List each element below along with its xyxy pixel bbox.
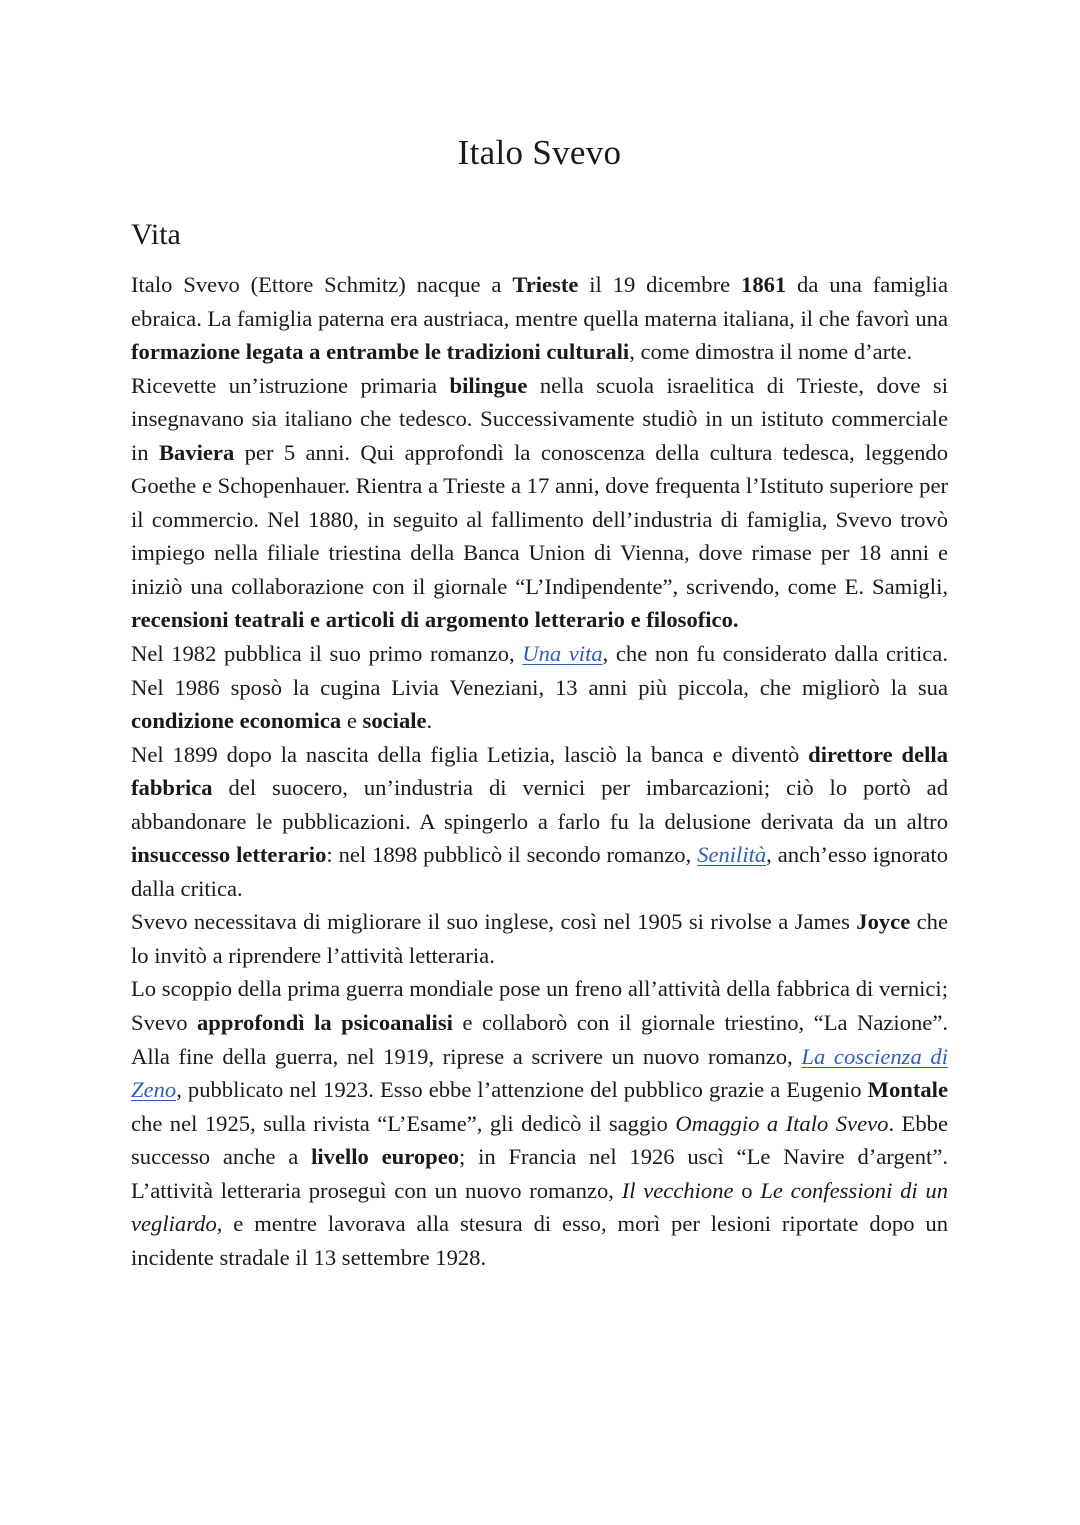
- text-run: e: [341, 708, 363, 734]
- bold-text: sociale: [362, 708, 427, 734]
- novel-link[interactable]: Senilità: [697, 842, 767, 868]
- body-text: [131, 268, 948, 1274]
- paragraph: [131, 268, 948, 369]
- text-run: Nel 1899 dopo la nascita della figlia Letizia, lasciò la banca e diventò: [131, 741, 809, 767]
- text-run: , pubblicato nel 1923. Esso ebbe l’attenzione del pubblico grazie a Eugenio: [176, 1077, 868, 1103]
- text-run: , anch’esso ignorato dalla critica.: [131, 842, 949, 901]
- text-run: Ricevette un’istruzione primaria: [131, 372, 450, 398]
- bold-text: Baviera: [158, 439, 235, 465]
- document-title: Italo Svevo: [457, 133, 622, 172]
- italic-title: Le confessioni di un vegliardo: [131, 1177, 949, 1237]
- bold-text: Trieste: [512, 272, 579, 297]
- bold-text: recensioni teatrali e articoli di argomento letterario e filosofico.: [131, 607, 739, 633]
- section-heading-vita: Vita: [131, 218, 181, 251]
- text-run: che lo invitò a riprendere l’attività letteraria.: [131, 909, 948, 968]
- bold-text: formazione legata a entrambe le tradizioni culturali: [131, 339, 630, 365]
- novel-link[interactable]: Una vita: [522, 641, 603, 667]
- paragraph: [131, 369, 948, 637]
- text-run: per 5 anni. Qui approfondì la conoscenza della cultura tedesca, leggendo Goethe e Schopenhauer. Rientra a Trieste a 17 anni, dove frequenta l’Istituto superiore per il commercio. Nel 1880, in seguito al fallimento dell’industria di famiglia, Svevo trovò impiego nella filiale triestina della Banca Union di Vienna, dove rimase per 18 anni e iniziò una collaborazione con il giornale “L’Indipendente”, scrivendo, come E. Samigli,: [131, 439, 948, 599]
- text-run: Italo Svevo (Ettore Schmitz) nacque a: [131, 272, 513, 297]
- text-run: Svevo necessitava di migliorare il suo inglese, così nel 1905 si rivolse a James: [131, 909, 857, 935]
- text-run: Nel 1982 pubblica il suo primo romanzo,: [131, 641, 523, 667]
- bold-text: 1861: [741, 272, 787, 297]
- text-run: : nel 1898 pubblicò il secondo romanzo,: [326, 842, 698, 868]
- bold-text: approfondì la psicoanalisi: [197, 1010, 453, 1036]
- paragraph: [131, 972, 948, 1274]
- paragraph: [131, 738, 948, 906]
- text-run: .: [426, 708, 433, 734]
- paragraph: [131, 905, 948, 972]
- text-run: . Ebbe successo anche a: [131, 1110, 948, 1170]
- bold-text: direttore della fabbrica: [131, 741, 949, 801]
- text-run: del suocero, un’industria di vernici per imbarcazioni; ciò lo portò ad abbandonare le pubblicazioni. A spingerlo a farlo fu la delusione derivata da un altro: [131, 775, 948, 834]
- text-run: che nel 1925, sulla rivista “L’Esame”, gli dedicò il saggio: [131, 1110, 676, 1136]
- text-run: , come dimostra il nome d’arte.: [629, 339, 913, 365]
- italic-title: Il vecchione: [621, 1177, 734, 1203]
- text-run: , e mentre lavorava alla stesura di esso, morì per lesioni riportate dopo un incidente stradale il 13 settembre 1928.: [131, 1211, 948, 1270]
- text-run: e collaborò con il giornale triestino, “La Nazione”. Alla fine della guerra, nel 1919, riprese a scrivere un nuovo romanzo,: [131, 1010, 948, 1069]
- novel-link[interactable]: La coscienza di Zeno: [131, 1043, 948, 1103]
- text-run: Lo scoppio della prima guerra mondiale pose un freno all’attività della fabbrica di vernici; Svevo: [131, 976, 948, 1036]
- text-run: o: [733, 1177, 761, 1203]
- paragraph: [131, 637, 948, 738]
- bold-text: bilingue: [449, 372, 528, 398]
- text-run: il 19 dicembre: [578, 272, 742, 297]
- bold-text: insuccesso letterario: [131, 842, 327, 868]
- text-run: , che non fu considerato dalla critica. Nel 1986 sposò la cugina Livia Veneziani, 13 anni più piccola, che migliorò la sua: [131, 641, 948, 700]
- text-run: nella scuola israelitica di Trieste, dove si insegnavano sia italiano che tedesco. Successivamente studiò in un istituto commerciale in: [131, 372, 948, 465]
- italic-title: Omaggio a Italo Svevo: [675, 1110, 889, 1136]
- text-run: ; in Francia nel 1926 uscì “Le Navire d’argent”. L’attività letteraria proseguì con un nuovo romanzo,: [131, 1144, 948, 1203]
- bold-text: Joyce: [856, 909, 911, 935]
- text-run: da una famiglia ebraica. La famiglia paterna era austriaca, mentre quella materna italiana, il che favorì una: [131, 272, 948, 331]
- bold-text: livello europeo: [311, 1144, 460, 1170]
- bold-text: condizione economica: [131, 708, 342, 734]
- bold-text: Montale: [867, 1077, 948, 1103]
